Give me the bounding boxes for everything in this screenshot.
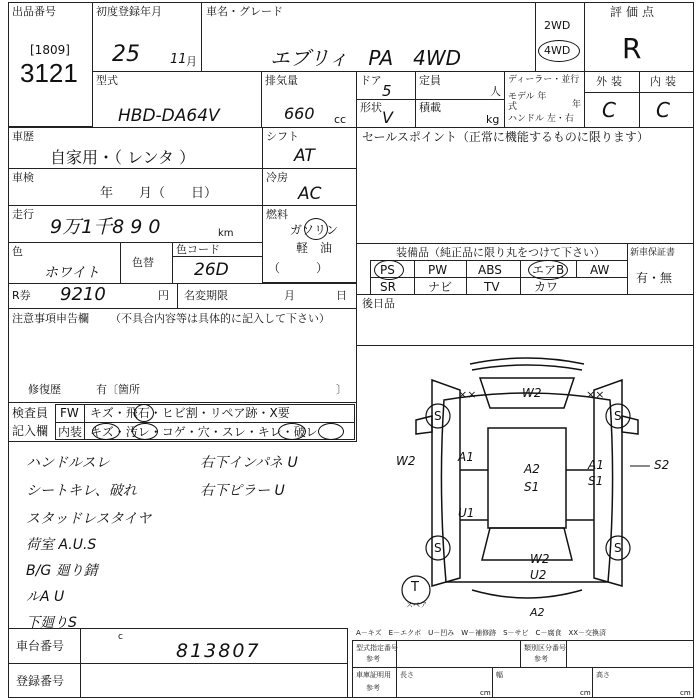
recycle-value: 9210 [60, 284, 106, 305]
mark-a1-left: A1 [458, 450, 474, 464]
shift-value: AT [294, 146, 315, 166]
first-reg-label: 初度登録年月 [96, 5, 162, 18]
mark-tire: T [411, 580, 419, 595]
shape-value: V [382, 108, 393, 127]
fuel-gasoline: ガソリン [290, 223, 339, 237]
garage-div-1 [492, 667, 493, 698]
equip-navi: ナビ [428, 280, 453, 294]
mark-s-rl: S [434, 541, 442, 555]
recycle-unit: 円 [158, 289, 169, 302]
equip-leather: カワ [534, 280, 559, 294]
equip-sr: SR [380, 280, 396, 294]
exterior-value: C [602, 98, 616, 122]
name-change-month: 月 [284, 289, 295, 302]
color-divider-1 [120, 242, 121, 284]
equip-aw: AW [590, 263, 610, 277]
model-value: HBD-DA64V [118, 106, 220, 126]
fw-stone-circle [134, 404, 154, 422]
mark-s-rr: S [614, 541, 622, 555]
later-label: 後日品 [362, 297, 395, 310]
color-label: 色 [12, 245, 23, 258]
fuel-gasoline-circle [304, 218, 328, 240]
type-cert-label: 型式指定番号 [356, 644, 398, 652]
color-change-label: 色替 [132, 256, 154, 269]
width-unit: cm [580, 689, 591, 697]
length-unit: cm [480, 689, 491, 697]
mark-u2-rear: U2 [530, 568, 547, 582]
color-code-hr [172, 256, 262, 257]
disp-label: 排気量 [265, 74, 298, 87]
mark-u1-left: U1 [458, 506, 475, 520]
name-change-day: 日 [336, 289, 347, 302]
disp-value: 660 [284, 104, 315, 123]
ac-value: AC [298, 184, 322, 204]
type-cert-ref: 参考 [366, 655, 380, 663]
type-cert-divider-2 [520, 640, 521, 668]
mark-a1-right: A1 [588, 458, 604, 472]
mark-s2-right: S2 [654, 458, 670, 472]
load-unit: kg [486, 113, 500, 126]
note-line-7: 下廻りS [26, 615, 77, 631]
equip-v-1 [414, 260, 415, 295]
lot-sub: [1809] [30, 43, 70, 57]
later-cell [356, 294, 694, 346]
type-cert-row [352, 640, 694, 668]
mileage-value: 9万1千8 9 0 [50, 216, 161, 238]
note-line-3: スタッドレスタイヤ [26, 511, 152, 527]
repair-close: 〕 [336, 383, 347, 396]
color-code-label: 色コード [176, 243, 220, 256]
car-name-label: 車名・グレード [206, 5, 283, 18]
mark-tire-sub: スペア [406, 601, 427, 609]
height-label: 高さ [596, 671, 610, 679]
mark-xx-right: ×× [586, 388, 605, 401]
doors-value: 5 [382, 82, 392, 100]
mark-s-fl: S [434, 409, 442, 423]
mark-w2-rear: W2 [530, 552, 550, 566]
class-ref: 参考 [534, 655, 548, 663]
equip-tv: TV [484, 280, 500, 294]
drive-2wd: 2WD [544, 19, 571, 32]
first-reg-year: 25 [112, 42, 140, 67]
equip-ps-circle [374, 260, 404, 280]
first-reg-month: 11 [170, 52, 187, 67]
chassis-prefix: c [118, 632, 123, 642]
equip-pw: PW [428, 263, 448, 277]
fw-items: キズ・飛石・ヒビ割・リペア跡・X要 [90, 406, 290, 420]
reg-label: 登録番号 [16, 674, 65, 688]
ac-label: 冷房 [266, 171, 288, 184]
equip-v-2 [466, 260, 467, 295]
sales-label: セールスポイント（正常に機能するものに限ります） [362, 130, 649, 144]
model-year-label: モデル 年式 [508, 92, 547, 112]
width-label: 幅 [496, 671, 503, 679]
handle-label: ハンドル 左・右 [508, 114, 574, 124]
mark-xx-left: ×× [458, 388, 477, 401]
ext-int-divider [639, 71, 640, 128]
mileage-unit: km [218, 228, 234, 239]
capacity-label: 定員 [419, 74, 441, 87]
height-unit: cm [680, 689, 691, 697]
drive-4wd: 4WD [544, 44, 571, 57]
mark-s1-right: S1 [588, 474, 604, 488]
interior-label: 内装 [650, 75, 680, 88]
inspection-label: 車検 [12, 171, 34, 184]
equip-v-0 [370, 260, 371, 295]
interior-value: C [656, 98, 670, 122]
mark-w2-side: W2 [396, 454, 416, 468]
repair-label: 修復歴 [28, 383, 61, 396]
chassis-label: 車台番号 [16, 639, 65, 653]
note-line-2: シートキレ、破れ [26, 483, 137, 499]
lot-number: 3121 [20, 58, 78, 88]
fuel-label: 燃料 [266, 208, 288, 221]
interior-insp-items: キズ・汚レ・コゲ・穴・スレ・キレ・破レ [90, 425, 318, 439]
equip-airbag-circle [528, 260, 568, 280]
diagram-legend: A－キズ E－エクボ U－凹み W－補修跡 S－サビ C－腐食 XX－交換済 [356, 629, 607, 637]
color-divider-2 [172, 242, 173, 284]
shape-label: 形状 [360, 101, 382, 114]
equip-v-4 [576, 260, 577, 278]
history-value: 自家用・（ レンタ ） [50, 148, 196, 167]
int-circle-4 [318, 423, 344, 440]
mark-s-fr: S [614, 409, 622, 423]
name-change-label: 名変期限 [184, 289, 228, 302]
disp-unit: cc [334, 113, 347, 126]
inspector-label-1: 検査員 [12, 406, 49, 420]
car-name-value: エブリィ PA 4WD [270, 46, 462, 70]
mark-a2-bottom: A2 [530, 606, 545, 619]
mileage-label: 走行 [12, 208, 34, 221]
equip-ps: PS [380, 263, 395, 277]
class-label: 類別区分番号 [524, 644, 566, 652]
note-line-1: ハンドルスレ [26, 455, 110, 471]
note-line-5: B/G 廻り錆 [26, 563, 98, 579]
garage-div-2 [592, 667, 593, 698]
dealer-label: ディーラー・並行 [508, 75, 580, 85]
notes-hint: （不具合内容等は具体的に記入して下さい） [110, 312, 330, 325]
sales-cell [356, 127, 694, 244]
note-line-4: 荷室 A.U.S [26, 537, 97, 553]
garage-label: 車庫証明用 [356, 671, 391, 679]
warranty-label: 新車保証書 [630, 248, 676, 258]
equip-hr-1 [370, 260, 628, 261]
note-right-1: 右下インパネ U [200, 455, 298, 471]
type-cert-divider-3 [566, 640, 567, 668]
lot-label: 出品番号 [12, 5, 56, 18]
notes-label: 注意事項申告欄 [12, 312, 89, 325]
capacity-unit: 人 [490, 85, 501, 98]
ext-int-hr [584, 92, 694, 93]
equipment-title: 装備品（純正品に限り丸をつけて下さい） [396, 246, 605, 259]
length-label: 長さ [400, 671, 414, 679]
mark-s1-mid: S1 [524, 480, 540, 494]
mark-w2-top: W2 [522, 386, 542, 400]
equip-abs: ABS [478, 263, 502, 277]
inspection-value: 年 月（ 日） [100, 186, 218, 201]
color-value: ホワイト [44, 265, 100, 281]
warranty-value: 有・無 [636, 271, 673, 285]
exterior-label: 外装 [596, 75, 626, 88]
rating-label: 評価点 [610, 5, 659, 19]
fw-label: FW [60, 406, 79, 420]
int-circle-3 [278, 423, 306, 440]
repair-value: 有〔箇所 [96, 383, 140, 396]
history-label: 車歴 [12, 130, 34, 143]
load-label: 積載 [419, 101, 441, 114]
int-circle-2 [132, 423, 158, 440]
fuel-diesel: 軽 油 [296, 241, 333, 255]
equip-hr-2 [370, 277, 628, 278]
rating-value: R [622, 32, 642, 65]
shift-label: シフト [266, 130, 299, 143]
inspector-vr [84, 404, 85, 440]
chassis-value: 813807 [176, 640, 261, 662]
inspector-label-2: 記入欄 [12, 424, 49, 438]
recycle-label: R券 [12, 289, 31, 302]
equip-v-3 [520, 260, 521, 295]
note-right-2: 右下ピラー U [200, 483, 285, 499]
garage-ref: 参考 [366, 684, 380, 692]
fuel-paren: （ ） [268, 261, 329, 275]
interior-insp-label: 内装 [58, 425, 83, 439]
equip-airbag: エアB [532, 263, 565, 277]
note-line-6: ルA U [26, 589, 65, 605]
model-label: 型式 [96, 74, 118, 87]
first-reg-month-unit: 月 [186, 55, 197, 68]
int-circle-1 [92, 423, 120, 440]
doors-label: ドア [360, 74, 382, 87]
mark-a2-mid: A2 [524, 462, 540, 476]
model-year-unit: 年 [572, 100, 582, 110]
color-code-value: 26D [194, 260, 229, 280]
